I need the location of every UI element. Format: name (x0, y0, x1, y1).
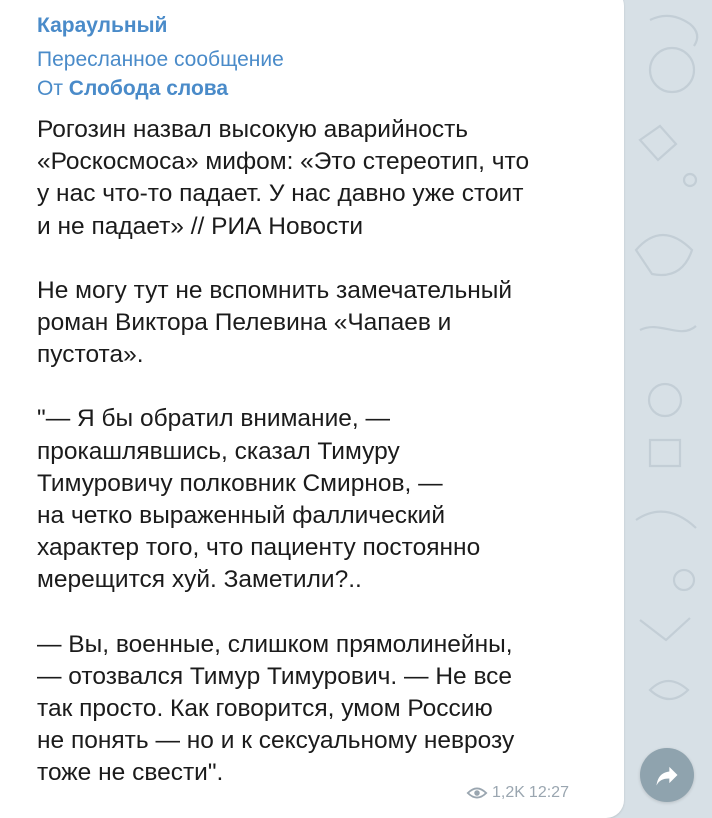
message-paragraph (37, 629, 617, 790)
message-line: "— Я бы обратил внимание, — (37, 405, 390, 433)
message-line: Рогозин назвал высокую аварийность (37, 116, 469, 143)
message-paragraph (37, 114, 617, 243)
message-line: роман Виктора Пелевина «Чапаев и (37, 309, 452, 337)
message-line: Не могу тут не вспомнить замечательный (37, 276, 513, 304)
share-button[interactable] (640, 748, 694, 802)
message-author[interactable]: Караульный (37, 14, 168, 37)
message-paragraph (37, 275, 617, 372)
message-line: «Роскосмоса» мифом: «Это стереотип, что (37, 148, 530, 176)
message-line: на четко выраженный фаллический (37, 502, 446, 530)
message-line: пустота». (37, 341, 144, 369)
message-line: прокашлявшись, сказал Тимуру (37, 437, 400, 465)
message-line: так просто. Как говорится, умом Россию (37, 695, 493, 723)
message-line: мерещится хуй. Заметили?.. (37, 566, 362, 594)
message-paragraph (37, 403, 617, 596)
message-meta (466, 782, 569, 804)
paragraph-gap (37, 371, 617, 403)
paragraph-gap (37, 243, 617, 275)
views-count: 1,2K (492, 784, 525, 801)
message-line: тоже не свести". (37, 759, 224, 787)
message-line: характер того, что пациенту постоянно (37, 534, 481, 562)
forwarded-from-prefix: От (37, 77, 63, 100)
message-time: 12:27 (528, 784, 569, 801)
message-line: — Вы, военные, слишком прямолинейны, (37, 630, 513, 658)
message-line: — отозвался Тимур Тимурович. — Не все (37, 662, 513, 690)
share-arrow-icon (653, 761, 681, 789)
eye-icon (466, 782, 488, 804)
message-line: у нас что-то падает. У нас давно уже стоит (37, 180, 524, 208)
forwarded-label: Пересланное сообщение (37, 48, 284, 71)
message-text (37, 114, 617, 790)
message-line: Тимуровичу полковник Смирнов, — (37, 469, 443, 497)
paragraph-gap (37, 597, 617, 629)
forwarded-source-link[interactable]: Слобода слова (68, 77, 229, 100)
message-line: не понять — но и к сексуальному неврозу (37, 727, 515, 755)
message-line: и не падает» // РИА Новости (37, 212, 364, 240)
forwarded-from[interactable] (37, 77, 228, 101)
